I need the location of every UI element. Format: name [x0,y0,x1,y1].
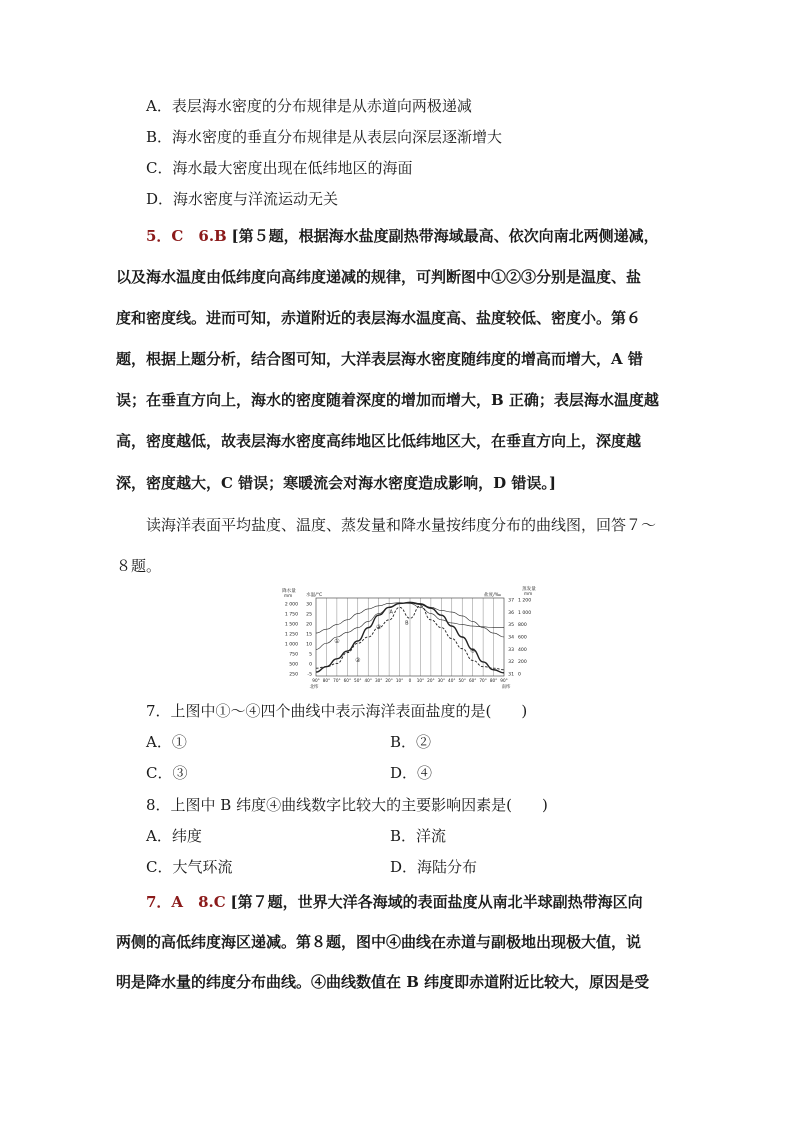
x-tick-label: 50° [458,678,466,683]
left-axis1-tick-label: 1 500 [284,622,298,628]
x-tick-label: 80° [489,678,498,683]
left-axis2-tick-label: 25 [306,612,312,618]
right-axis2-unit: mm [524,591,533,596]
right-axis1-tick-label: 37 [508,598,514,604]
q8-stem: 8．上图中 B 纬度④曲线数字比较大的主要影响因素是( ) [146,796,548,814]
q8-option-c: C．大气环流 [146,858,233,876]
x-tick-label: 40° [364,678,372,683]
right-axis2-label: 蒸发量 [522,587,536,592]
q4-option-a: A．表层海水密度的分布规律是从赤道向两极递减 [146,97,472,115]
left-axis1-tick-label: 750 [289,652,298,658]
right-axis1-tick-label: 34 [508,635,514,641]
q7-option-b: B．② [390,733,432,751]
x-tick-label: 10° [395,678,404,683]
chart-svg [276,584,538,692]
q7-option-c: C．③ [146,764,188,782]
x-tick-label: 70° [333,678,341,683]
intro-7-8-line-1: 读海洋表面平均盐度、温度、蒸发量和降水量按纬度分布的曲线图，回答７～ [146,516,657,534]
q4-option-d: D．海水密度与洋流运动无关 [146,190,339,208]
q7-option-d: D．④ [390,764,433,782]
answer-5-6-line-2: 以及海水温度由低纬度向高纬度递减的规律，可判断图中①②③分别是温度、盐 [116,268,642,286]
left-axis2-tick-label: 0 [309,662,312,668]
left-axis2-tick-label: 20 [306,622,312,628]
answer-5-6-line-7: 深，密度越大，C 错误；寒暖流会对海水密度造成影响，D 错误。] [116,474,556,492]
x-tick-label: 50° [354,678,362,683]
latitude-curve-chart [276,584,538,692]
answer-7-8-line-3: 明是降水量的纬度分布曲线。④曲线数值在 B 纬度即赤道附近比较大，原因是受 [116,973,650,991]
left-axis1-tick-label: 1 250 [284,632,298,638]
x-tick-label: 30° [374,678,383,683]
left-axis2-tick-label: 30 [306,602,312,608]
right-axis1-tick-label: 31 [508,672,514,678]
left-axis1-label: 降水量 [282,589,296,594]
answer-7-8 [146,891,643,913]
left-axis1-tick-label: 1 000 [284,642,298,648]
right-axis2-tick-label: 600 [518,635,527,641]
series-label: ② [355,656,361,664]
right-axis2-tick-label: 0 [518,672,521,678]
x-tick-label: 60° [343,678,352,683]
left-axis2-label: 水温/°C [306,593,323,598]
answer-5-6-line-3: 度和密度线。进而可知，赤道附近的表层海水温度高、盐度较低、密度小。第６ [116,309,642,327]
right-axis1-label: 盐度/‰ [484,593,501,598]
series-label: ④ [469,647,476,655]
x-tick-label: 30° [437,678,446,683]
right-axis1-tick-label: 32 [508,660,514,666]
left-axis1-tick-label: 1 750 [284,612,298,618]
answer-5-6-line-5: 误；在垂直方向上，海水的密度随着深度的增加而增大，B 正确；表层海水温度越 [116,391,659,409]
answer-7-8-line-1: [第７题，世界大洋各海域的表面盐度从南北半球副热带海区向 [230,893,643,911]
series-label: ① [334,638,340,646]
x-tick-label: 10° [416,678,425,683]
left-axis2-tick-label: 15 [306,632,312,638]
x-tick-label: 80° [322,678,331,683]
right-axis1-tick-label: 33 [508,647,514,653]
answer-5-6-line-6: 高，密度越低，故表层海水密度高纬地区比低纬地区大，在垂直方向上，深度越 [116,432,642,450]
q8-option-d: D．海陆分布 [390,858,478,876]
right-axis2-tick-label: 800 [518,623,527,629]
answer-5-6-line-4: 题，根据上题分析，结合图可知，大洋表层海水密度随纬度的增高而增大，A 错 [116,350,643,368]
left-axis2-tick-label: 10 [306,642,312,648]
x-label-south: 南纬 [501,685,511,690]
intro-7-8-line-2: ８题。 [116,557,162,575]
left-axis2-tick-label: 5 [309,652,312,658]
x-tick-label: 90° [500,678,508,683]
annotation-a: A [389,609,393,616]
annotation-b: B [405,620,409,627]
right-axis2-tick-label: 1 200 [518,598,532,604]
right-axis2-tick-label: 1 000 [518,610,532,616]
answer-5-6 [146,225,659,247]
answer-7-8-line-2: 两侧的高低纬度海区递减。第８题，图中④曲线在赤道与副极地出现极大值，说 [116,933,642,951]
x-tick-label: 90° [312,678,320,683]
q8-option-b: B．洋流 [390,827,447,845]
left-axis1-tick-label: 500 [289,662,298,668]
q7-stem: 7．上图中①～④四个曲线中表示海洋表面盐度的是( ) [146,702,528,720]
right-axis1-tick-label: 36 [508,610,514,616]
answer-5-6-label: 5．C 6.B [146,227,227,245]
x-tick-label: 70° [479,678,487,683]
x-tick-label: 20° [385,678,393,683]
answer-7-8-label: 7．A 8.C [146,893,226,911]
left-axis2-tick-label: -5 [307,672,312,678]
left-axis1-tick-label: 250 [289,672,298,678]
left-axis1-unit: mm [284,593,293,598]
right-axis2-tick-label: 400 [518,647,527,653]
x-label-north: 北纬 [309,685,319,690]
x-tick-label: 60° [468,678,477,683]
right-axis2-tick-label: 200 [518,660,527,666]
q4-option-b: B．海水密度的垂直分布规律是从表层向深层逐渐增大 [146,128,503,146]
x-tick-label: 40° [448,678,456,683]
x-tick-label: 20° [427,678,435,683]
x-tick-label: 0 [408,678,412,683]
left-axis1-tick-label: 2 000 [284,602,298,608]
right-axis1-tick-label: 35 [508,623,514,629]
q4-option-c: C．海水最大密度出现在低纬地区的海面 [146,159,413,177]
q7-option-a: A．① [146,733,187,751]
answer-5-6-line-1: [第５题，根据海水盐度副热带海域最高、依次向南北两侧递减， [231,227,659,245]
q8-option-a: A．纬度 [146,827,202,845]
series-label: ③ [375,624,382,632]
